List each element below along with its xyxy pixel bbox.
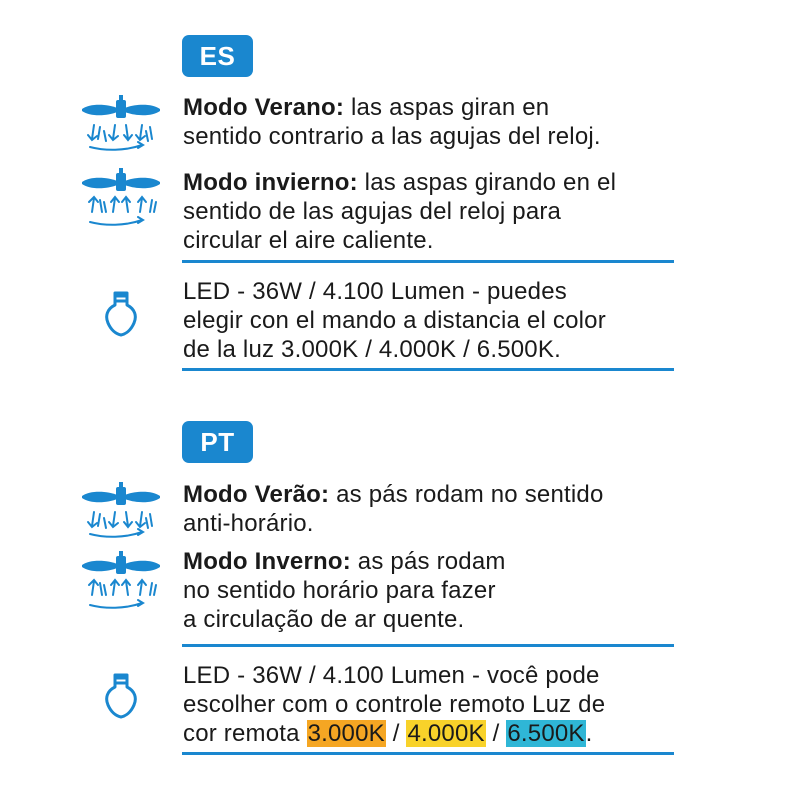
fan-summer-icon	[80, 482, 162, 538]
pt-summer-mode-text: Modo Verão: as pás rodam no sentido anti-horário.	[183, 481, 604, 537]
pt-winter-mode-text: Modo Inverno: as pás rodam no sentido horário para fazer a circulação de ar quente.	[183, 548, 506, 633]
color-temp-4000k: 4.000K	[407, 720, 485, 747]
fan-summer-icon	[80, 95, 162, 151]
color-temp-3000k: 3.000K	[307, 720, 385, 747]
es-summer-title: Modo Verano:	[183, 94, 345, 121]
pt-led-text: LED - 36W / 4.100 Lumen - você pode escolher com o controle remoto Luz de cor remota 3.000K / 4.000K / 6.500K.	[183, 662, 606, 747]
light-bulb-icon	[104, 291, 138, 339]
light-bulb-icon	[104, 673, 138, 721]
pt-winter-title: Modo Inverno:	[183, 548, 351, 575]
divider	[182, 752, 674, 755]
divider	[182, 368, 674, 371]
language-badge-es: ES	[182, 35, 253, 77]
es-led-text: LED - 36W / 4.100 Lumen - puedes elegir con el mando a distancia el color de la luz 3.000K / 4.000K / 6.500K.	[183, 278, 606, 363]
fan-winter-icon	[80, 168, 162, 230]
es-winter-title: Modo invierno:	[183, 169, 358, 196]
color-temp-6500k: 6.500K	[507, 720, 585, 747]
fan-winter-icon	[80, 551, 162, 613]
es-summer-mode-text: Modo Verano: las aspas giran en sentido contrario a las agujas del reloj.	[183, 94, 601, 150]
es-winter-mode-text: Modo invierno: las aspas girando en el sentido de las agujas del reloj para circular el aire caliente.	[183, 169, 617, 254]
language-badge-pt: PT	[182, 421, 253, 463]
divider	[182, 644, 674, 647]
pt-summer-title: Modo Verão:	[183, 481, 330, 508]
divider	[182, 260, 674, 263]
